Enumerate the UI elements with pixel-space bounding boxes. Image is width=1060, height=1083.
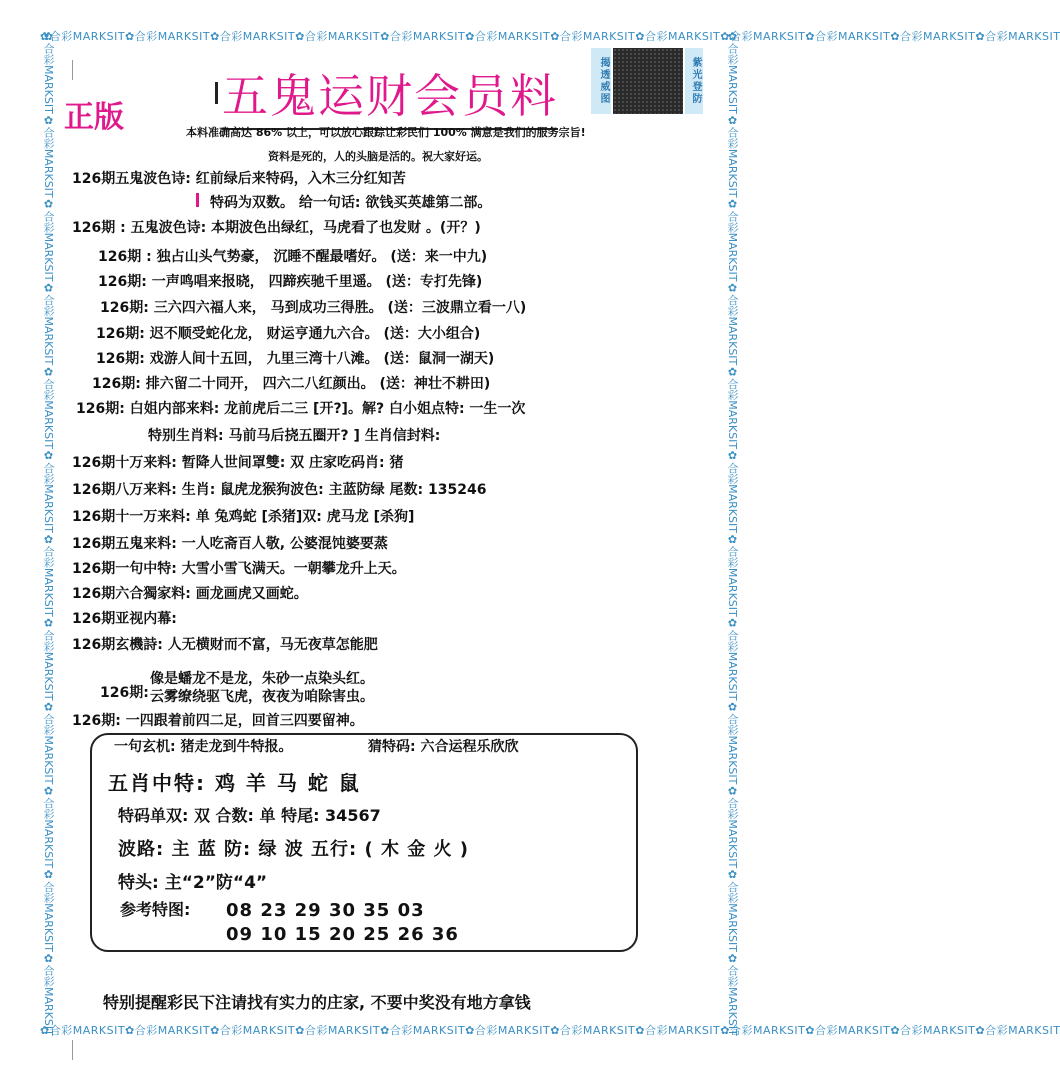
line-10: 126期: 白姐内部来料: 龙前虎后二三 [开?]。解? 白小姐点特: 一生一次 xyxy=(76,401,526,417)
stamp-right-label: 紫光登防 xyxy=(685,48,703,114)
border-left: ✿合彩MARKSIT✿合彩MARKSIT✿合彩MARKSIT✿合彩MARKSIT✿合彩MARKSIT✿合彩MARKSIT✿合彩MARKSIT✿合彩MARKSIT✿合彩MARKSIT✿合彩MARKSIT✿合彩MARKSIT✿合彩MARKSIT xyxy=(42,30,55,1036)
line-6: 126期: 三六四六福人来， 马到成功三得胜。 (送：三波鼎立看一八) xyxy=(100,300,527,316)
box-five-zodiac: 五肖中特: 鸡 羊 马 蛇 鼠 xyxy=(108,771,361,795)
box-head: 特头: 主“2”防“4” xyxy=(118,873,268,893)
line-12: 126期十万来料: 暂降人世间罩雙: 双 庄家吃码肖: 猪 xyxy=(72,455,404,471)
line-22: 云雾缭绕驱飞虎，夜夜为咱除害虫。 xyxy=(150,689,374,705)
stamp-image xyxy=(613,48,683,114)
line-19: 126期玄機詩: 人无横财而不富，马无夜草怎能肥 xyxy=(72,637,378,653)
box-numbers-row2: 09 10 15 20 25 26 36 xyxy=(226,924,459,945)
box-reference-label: 参考特图: xyxy=(120,900,191,919)
line-15: 126期五鬼来料: 一人吃斋百人敬, 公婆混饨婆要蒸 xyxy=(72,536,388,552)
line-23: 126期: 一四跟着前四二足，回首三四要留神。 xyxy=(72,713,364,729)
line-3: 126期 : 五鬼波色诗: 本期波色出绿红，马虎看了也发财 。(开？) xyxy=(72,220,481,236)
box-odd-even: 特码单双: 双 合数: 单 特尾: 34567 xyxy=(118,806,381,825)
box-guess: 猜特码: 六合运程乐欣欣 xyxy=(368,739,519,755)
genuine-badge: 正版 xyxy=(64,100,124,135)
subtitle-wish: 资料是死的，人的头脑是活的。祝大家好运。 xyxy=(268,150,488,163)
border-top: ✿合彩MARKSIT✿合彩MARKSIT✿合彩MARKSIT✿合彩MARKSIT✿合彩MARKSIT✿合彩MARKSIT✿合彩MARKSIT✿合彩MARKSIT✿合彩MARKSIT✿合彩MARKSIT✿合彩MARKSIT✿合彩MARKSIT xyxy=(40,30,1060,43)
line-9: 126期: 排六留二十同开， 四六二八红颜出。 (送：神壮不耕田) xyxy=(92,376,491,392)
line-13: 126期八万来料: 生肖: 鼠虎龙猴狗波色: 主蓝防绿 尾数: 135246 xyxy=(72,482,487,498)
stamp-left-label: 揭透威图 xyxy=(591,48,611,114)
line-2: 特码为双数。 给一句话: 欲钱买英雄第二部。 xyxy=(210,195,492,211)
divider xyxy=(72,60,73,80)
line-1: 126期五鬼波色诗: 红前绿后来特码，入木三分红知苦 xyxy=(72,171,406,187)
line-5: 126期: 一声鸣唱来报晓， 四蹄疾驰千里遥。 (送：专打先锋) xyxy=(98,274,483,290)
border-bottom: ✿合彩MARKSIT✿合彩MARKSIT✿合彩MARKSIT✿合彩MARKSIT✿合彩MARKSIT✿合彩MARKSIT✿合彩MARKSIT✿合彩MARKSIT✿合彩MARKSIT✿合彩MARKSIT✿合彩MARKSIT✿合彩MARKSIT xyxy=(40,1024,1060,1037)
footer-reminder: 特别提醒彩民下注请找有实力的庄家, 不要中奖没有地方拿钱 xyxy=(103,993,531,1012)
line-16: 126期一句中特: 大雪小雪飞满天。一朝攀龙升上天。 xyxy=(72,561,406,577)
anti-fake-stamp xyxy=(591,48,703,114)
line-7: 126期: 迟不顺受蛇化龙， 财运亨通九六合。 (送：大小组合) xyxy=(96,326,481,342)
line-4: 126期 : 独占山头气势豪， 沉睡不醒最嗜好。 (送：来一中九) xyxy=(98,249,488,265)
line-21-label: 126期: xyxy=(100,685,149,701)
box-riddle: 一句玄机: 猪走龙到牛特报。 xyxy=(114,739,293,755)
title-bar xyxy=(215,82,218,104)
box-wave-elements: 波路: 主 蓝 防: 绿 波 五行: ( 木 金 火 ) xyxy=(118,839,469,860)
page-title: 五鬼运财会员料 xyxy=(222,60,558,130)
line-11: 特别生肖料: 马前马后挠五圈开? ] 生肖信封料: xyxy=(148,428,441,444)
red-mark xyxy=(196,193,199,207)
box-numbers-row1: 08 23 29 30 35 03 xyxy=(226,900,425,921)
divider xyxy=(72,1040,73,1060)
line-8: 126期: 戏游人间十五回， 九里三湾十八滩。 (送：鼠洞一湖天) xyxy=(96,351,495,367)
line-20: 像是蟠龙不是龙，朱砂一点染头红。 xyxy=(150,671,374,687)
line-14: 126期十一万来料: 单 兔鸡蛇 [杀猪]双: 虎马龙 [杀狗] xyxy=(72,509,415,525)
line-17: 126期六合獨家料: 画龙画虎又画蛇。 xyxy=(72,586,308,602)
line-18: 126期亚视内幕: xyxy=(72,611,177,627)
subtitle-accuracy: 本料准确高达 86% 以上，可以放心跟踪让彩民们 100% 满意是我们的服务宗旨! xyxy=(186,126,586,139)
border-right: ✿合彩MARKSIT✿合彩MARKSIT✿合彩MARKSIT✿合彩MARKSIT✿合彩MARKSIT✿合彩MARKSIT✿合彩MARKSIT✿合彩MARKSIT✿合彩MARKSIT✿合彩MARKSIT✿合彩MARKSIT✿合彩MARKSIT xyxy=(726,30,739,1036)
